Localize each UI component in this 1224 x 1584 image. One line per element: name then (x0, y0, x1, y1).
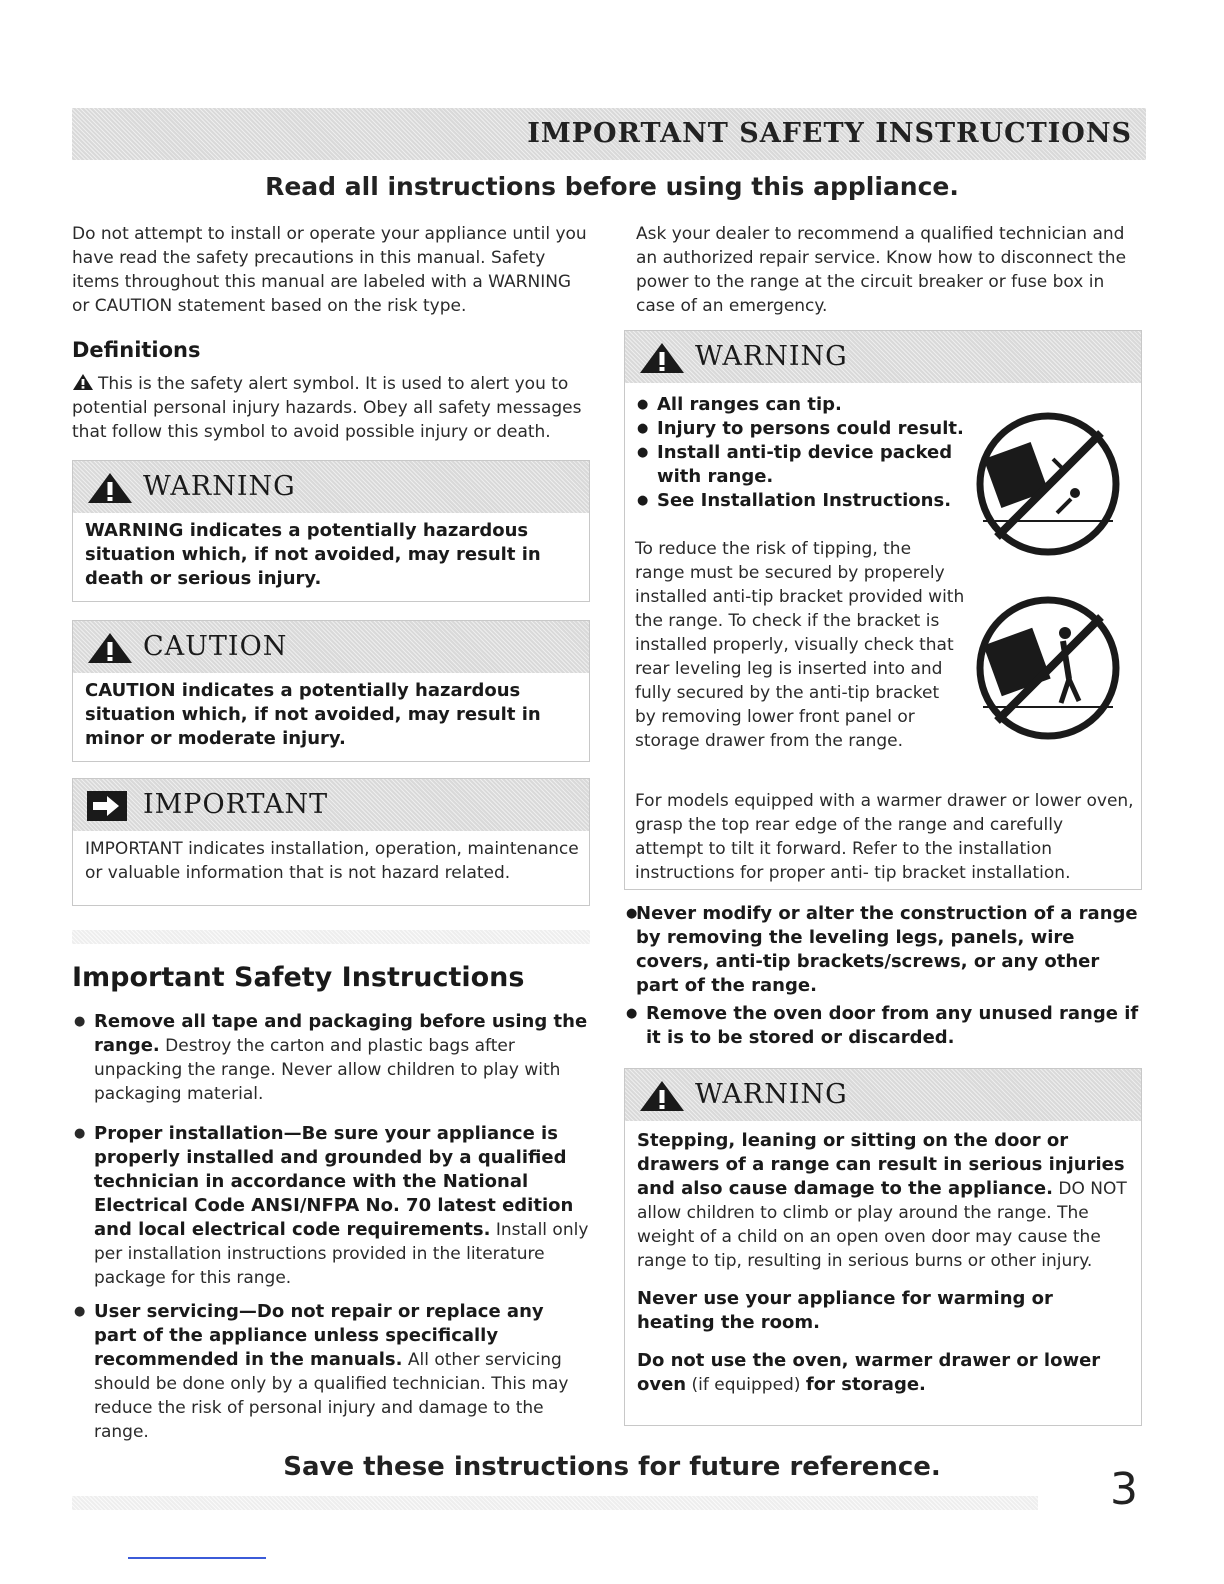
door-warning-para3: Do not use the oven, warmer drawer or lower oven (if equipped) for storage. (637, 1350, 1101, 1395)
warning-box-header (73, 461, 589, 513)
tip-warning-bullets (635, 393, 975, 513)
list-item: ● Never modify or alter the construction of a range by removing the leveling legs, panels, wire covers, anti-tip brackets/screws, or any other part of the range. (624, 902, 1144, 998)
door-warning-box (624, 1068, 1142, 1426)
instructions-list (72, 1010, 590, 1444)
caution-box-header (73, 621, 589, 673)
warning-definition-box (72, 460, 590, 602)
door-warning-title: WARNING (695, 1079, 848, 1110)
tip-warning-para1: To reduce the risk of tipping, the range must be secured by properely installed anti-tip bracket provided with the range. To check if the bracket is installed properly, visually check that rear leveling leg is inserted into and fully secured by the anti-tip bracket by removing lower front panel or storage drawer from the range. (635, 539, 965, 751)
list-item: ● Install anti-tip device packed with range. (635, 441, 975, 489)
right-intro-text: Ask your dealer to recommend a qualified technician and an authorized repair service. Know how to disconnect the power to the range at the circuit breaker or fuse box in case of an emergency. (636, 224, 1127, 316)
definitions-text (72, 372, 592, 444)
header-bar (72, 108, 1146, 160)
tip-warning-para2: For models equipped with a warmer drawer or lower oven, grasp the top rear edge of the range and carefully attempt to tilt it forward. Refer to the installation instructions for proper anti- tip bracket installation. (635, 791, 1134, 883)
range-tipping-icon (973, 409, 1123, 559)
list-item: ● Remove all tape and packaging before using the range. Destroy the carton and plastic bags after unpacking the range. Never allow children to play with packaging material. (72, 1010, 590, 1106)
list-item: ● See Installation Instructions. (635, 489, 975, 513)
tip-warning-title: WARNING (695, 341, 848, 372)
save-instructions-text: Save these instructions for future reference. (283, 1452, 941, 1482)
warning-box-title: WARNING (143, 471, 296, 502)
list-item: ● Injury to persons could result. (635, 417, 975, 441)
important-box-text: IMPORTANT indicates installation, operation, maintenance or valuable information that is not hazard related. (85, 839, 579, 883)
warning-triangle-icon (85, 471, 135, 505)
right-bullets (624, 902, 1144, 1050)
definitions-heading: Definitions (72, 338, 201, 362)
tip-warning-box (624, 330, 1142, 890)
caution-box-text: CAUTION indicates a potentially hazardous situation which, if not avoided, may result in minor or moderate injury. (85, 680, 541, 749)
list-item: ● Proper installation—Be sure your appliance is properly installed and grounded by a qualified technician in accordance with the National Electrical Code ANSI/NFPA No. 70 latest edition and local electrical code requirements. Install only per installation instructions provided in the literature package for this range. (72, 1122, 590, 1290)
important-definition-box (72, 778, 590, 906)
important-box-title: IMPORTANT (143, 789, 329, 820)
divider (72, 930, 590, 944)
footnote-line (128, 1557, 266, 1559)
door-warning-header (625, 1069, 1141, 1121)
range-tipping-child-icon (973, 593, 1123, 743)
subtitle: Read all instructions before using this appliance. (265, 172, 959, 201)
list-item: ● User servicing—Do not repair or replace any part of the appliance unless specifically recommended in the manuals. All other servicing should be done only by a qualified technician. This may reduce the risk of personal injury and damage to the range. (72, 1300, 590, 1444)
list-item: ● All ranges can tip. (635, 393, 975, 417)
definitions-body: This is the safety alert symbol. It is used to alert you to potential personal injury hazards. Obey all safety messages that follow this symbol to avoid possible injury or death. (72, 374, 582, 442)
warning-box-text: WARNING indicates a potentially hazardous situation which, if not avoided, may result in death or serious injury. (85, 520, 541, 589)
arrow-icon (85, 789, 129, 823)
caution-box-title: CAUTION (143, 631, 288, 662)
tip-warning-header (625, 331, 1141, 383)
door-warning-para1: Stepping, leaning or sitting on the door or drawers of a range can result in serious injuries and also cause damage to the appliance. DO NOT allow children to climb or play around the range. The weight of a child on an open oven door may cause the range to tip, resulting in serious burns or other injury. (637, 1130, 1127, 1271)
warning-triangle-icon (637, 341, 687, 375)
important-box-header (73, 779, 589, 831)
footer-divider (72, 1496, 1038, 1510)
caution-definition-box (72, 620, 590, 762)
caution-triangle-icon (85, 631, 135, 665)
list-item: ● Remove the oven door from any unused range if it is to be stored or discarded. (624, 1002, 1144, 1050)
section-heading: Important Safety Instructions (72, 962, 525, 993)
warning-triangle-icon (637, 1079, 687, 1113)
safety-alert-icon (72, 373, 94, 391)
door-warning-content (625, 1121, 1141, 1405)
page-number: 3 (1110, 1464, 1138, 1515)
intro-text: Do not attempt to install or operate your appliance until you have read the safety precautions in this manual. Safety items throughout this manual are labeled with a WARNING or CAUTION statement based on the risk type. (72, 224, 587, 316)
door-warning-para2: Never use your appliance for warming or heating the room. (637, 1288, 1053, 1333)
page-title: IMPORTANT SAFETY INSTRUCTIONS (527, 118, 1132, 149)
